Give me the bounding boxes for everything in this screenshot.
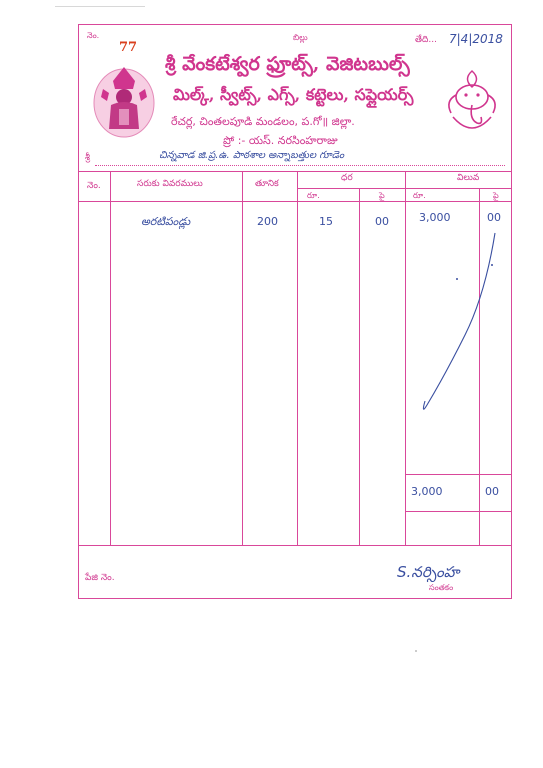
signature-handwritten: S.నర్సింహ [397,563,460,581]
customer-dotted-line [95,165,505,166]
col-divider-weight [297,171,298,545]
col-header-items: సరుకు వివరములు [137,179,203,189]
date-label: తేది... [415,35,437,45]
bill-form [78,24,512,599]
empty-rows-cancel-stroke [405,225,511,475]
row-value-ps: 00 [487,211,501,224]
customer-name-handwritten: చిన్నవాడ జి.ప్ర.ఉ. పాఠశాల అన్నాబత్తుల గూడెం [159,150,345,161]
venkateswara-emblem-icon [89,59,159,139]
col-header-weight: తూనిక [255,179,279,189]
row-rate-rs: 15 [319,215,333,228]
value-rs-subheader: రూ. [413,191,426,200]
col-divider-rate-ps [359,188,360,545]
ganesha-emblem-icon [441,67,503,139]
row-rate-ps: 00 [375,215,389,228]
col-header-value: విలువ [457,173,480,183]
serial-number: 77 [119,40,138,55]
bill-label: బిల్లు [293,33,308,42]
signature-label: సంతకం [429,583,454,592]
page-number-label: పేజి నెం. [85,573,115,583]
table-top-border [79,171,511,172]
total-value-ps: 00 [485,485,499,498]
value-ps-subheader: పై [493,191,499,200]
number-label: నెం. [87,31,100,40]
row-item: అరటిపండ్లు [141,215,191,228]
top-edge-mark [55,6,145,7]
total-bottom-border [405,511,511,512]
total-value-rs: 3,000 [411,485,443,498]
table-header-bottom-border [79,201,511,202]
rate-rs-subheader: రూ. [307,191,320,200]
rate-ps-subheader: పై [379,191,385,200]
col-divider-items [242,171,243,545]
sri-label: శ్రీ [85,153,90,163]
shop-line2: మిల్క్, స్వీట్స్, ఎగ్స్, కట్టెలు, సప్లైయర్స్ [173,85,414,104]
col-divider-no [110,171,111,545]
table-bottom-border [79,545,511,546]
row-value-rs: 3,000 [419,211,451,224]
scan-speck [415,650,417,652]
shop-name: శ్రీ వేంకటేశ్వర ఫ్రూట్స్, వెజిటబుల్స్ [165,53,410,75]
date-value: 7|4|2018 [449,32,503,46]
col-header-rate: ధర [341,173,353,183]
row-qty: 200 [257,215,278,228]
proprietor: ప్రో :- యస్. నరసింహరాజు [223,134,338,147]
col-header-no: నెం. [87,181,101,191]
shop-address: రేచర్ల, చింతలపూడి మండలం, ప.గో॥ జిల్లా. [171,115,355,128]
